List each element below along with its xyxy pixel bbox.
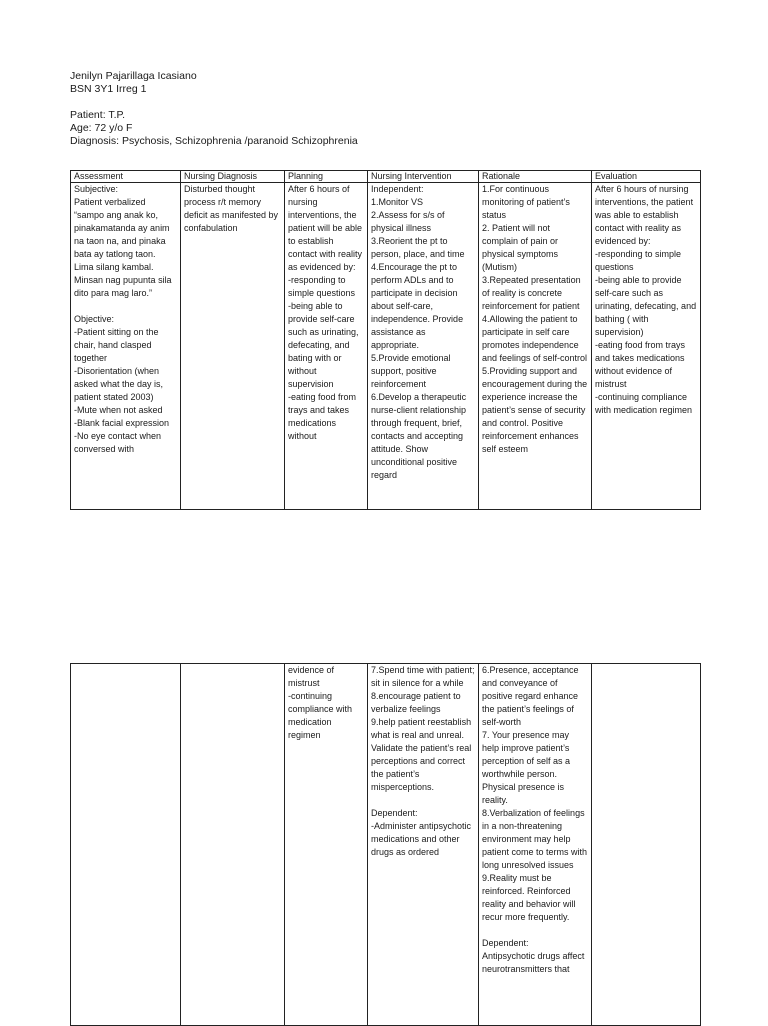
care-plan-table-page-1: [70, 170, 701, 510]
column-header-evaluation: Evaluation: [592, 171, 701, 183]
assessment-cell: [71, 664, 181, 1026]
table-row: [71, 183, 701, 510]
evaluation-cell: [592, 664, 701, 1026]
rationale-cell: [479, 664, 592, 1026]
care-plan-table-page-2: [70, 663, 701, 1026]
column-header-rationale: Rationale: [479, 171, 592, 183]
intervention-cell: [368, 183, 479, 510]
intervention-cell: [368, 664, 479, 1026]
planning-cell: [285, 664, 368, 1026]
evaluation-cell: [592, 183, 701, 510]
table-header-row: [71, 171, 701, 183]
planning-text: evidence of mistrust -continuing compliance with medication regimen: [288, 665, 353, 740]
column-header-planning: Planning: [285, 171, 368, 183]
student-section: BSN 3Y1 Irreg 1: [70, 83, 147, 95]
rationale-text: 1.For continuous monitoring of patient’s status 2. Patient will not complain of pain or physical symptoms (Mutism) 3.Repeated presentation of reality is concrete reinforcement for patient 4.Allowing the patient to participate in self care promotes independence and feelings of self-control 5.Providing support and encouragement during the experience increase the patient’s sense of security and control. Positive reinforcement enhances self esteem: [482, 184, 588, 454]
document-header: [70, 70, 358, 148]
planning-cell: [285, 183, 368, 510]
column-header-nursing-diagnosis: Nursing Diagnosis: [181, 171, 285, 183]
patient-line: Patient: T.P.: [70, 109, 126, 121]
planning-text: After 6 hours of nursing interventions, the patient will be able to establish contact with reality as evidenced by: -responding to simple questions -being able to provide self-care such as urinating, defecating, and bating with or without supervision -eating food from trays and takes medications without: [288, 184, 363, 441]
age-line: Age: 72 y/o F: [70, 122, 133, 134]
intervention-text: 7.Spend time with patient; sit in silence for a while 8.encourage patient to verbalize feelings 9.help patient reestablish what is real and unreal. Validate the patient’s real perceptions and correct the patient’s misperceptions. Dependent: -Administer antipsychotic medications and other drugs as ordered: [371, 665, 475, 857]
diagnosis-text: Disturbed thought process r/t memory deficit as manifested by confabulation: [184, 184, 279, 233]
spacer: [70, 96, 358, 109]
diagnosis-line: Diagnosis: Psychosis, Schizophrenia /paranoid Schizophrenia: [70, 135, 358, 147]
evaluation-text: After 6 hours of nursing interventions, the patient was able to establish contact with reality as evidenced by: -responding to simple questions -being able to provide self-care such as urinating, defecating, and bathing ( with supervision) -eating food from trays and takes medications without evidence of mistrust -continuing compliance with medication regimen: [595, 184, 697, 415]
diagnosis-cell: [181, 183, 285, 510]
assessment-cell: [71, 183, 181, 510]
rationale-cell: [479, 183, 592, 510]
assessment-text: Subjective: Patient verbalized “sampo ang anak ko, pinakamatanda ay anim na taon na, and pinaka bata ay tatlong taon. Lima silang kambal. Minsan nag pupunta sila dito para mag laro.” Objective: -Patient sitting on the chair, hand clasped together -Disorientation (when asked what the day is, patient stated 2003) -Mute when not asked -Blank facial expression -No eye contact when conversed with: [74, 184, 172, 454]
diagnosis-cell: [181, 664, 285, 1026]
intervention-text: Independent: 1.Monitor VS 2.Assess for s/s of physical illness 3.Reorient the pt to person, place, and time 4.Encourage the pt to perform ADLs and to participate in decision about self-care, independence. Provide assistance as appropriate. 5.Provide emotional support, positive reinforcement 6.Develop a therapeutic nurse-client relationship through frequent, brief, contacts and accepting attitude. Show unconditional positive regard: [371, 184, 467, 480]
column-header-nursing-intervention: Nursing Intervention: [368, 171, 479, 183]
column-header-assessment: Assessment: [71, 171, 181, 183]
student-name: Jenilyn Pajarillaga Icasiano: [70, 70, 197, 82]
table-row: [71, 664, 701, 1026]
rationale-text: 6.Presence, acceptance and conveyance of positive regard enhance the patient’s feelings of self-worth 7. Your presence may help improve patient’s perception of self as a worthwhile person. Physical presence is reality. 8.Verbalization of feelings in a non-threatening environment may help patient come to terms with long unresolved issues 9.Reality must be reinforced. Reinforced reality and behavior will recur more frequently. Dependent: Antipsychotic drugs affect neurotransmitters that: [482, 665, 588, 974]
